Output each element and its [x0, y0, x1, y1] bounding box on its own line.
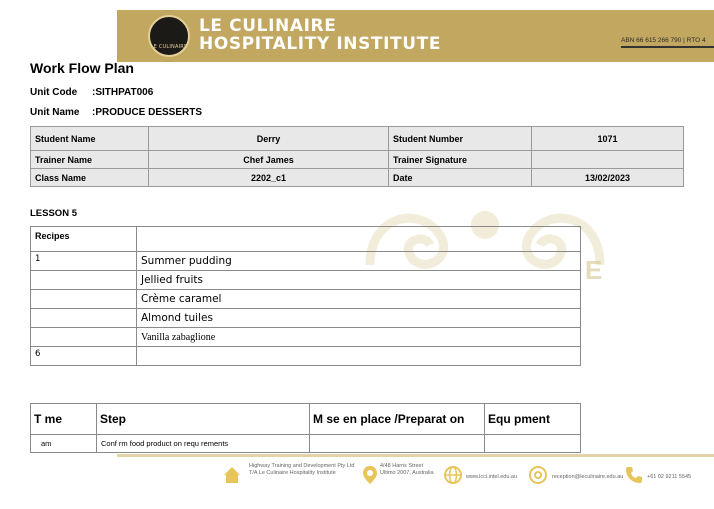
step-description: Conf rm food product on requ rements — [97, 435, 310, 453]
recipe-number — [31, 271, 137, 290]
recipe-name: Summer pudding — [137, 252, 581, 271]
recipe-name: Jellied fruits — [137, 271, 581, 290]
footer-divider — [117, 454, 714, 457]
info-row-2 — [31, 151, 684, 169]
info-row-1 — [31, 127, 684, 151]
unit-code-value: :SITHPAT006 — [92, 87, 154, 98]
recipe-row — [31, 328, 581, 347]
student-number-label: Student Number — [389, 127, 532, 151]
step-mise-en-place — [310, 435, 485, 453]
time-column-header: T me — [31, 404, 97, 435]
institute-name — [199, 17, 441, 53]
step-equipment — [485, 435, 581, 453]
student-info-table — [30, 126, 684, 187]
footer-website[interactable]: www.lcci.intel.edu.au — [466, 474, 518, 480]
email-at-icon — [528, 465, 548, 485]
recipe-number — [31, 309, 137, 328]
trainer-name-label: Trainer Name — [31, 151, 149, 169]
institute-name-line1: LE CULINAIRE — [199, 16, 337, 36]
student-name-label: Student Name — [31, 127, 149, 151]
recipe-name: Vanilla zabaglione — [137, 328, 581, 347]
institute-name-line2: HOSPITALITY INSTITUTE — [199, 34, 442, 54]
footer-email[interactable]: reception@leculinaire.edu.au — [552, 474, 624, 480]
unit-code-label: Unit Code — [30, 87, 78, 98]
step-row — [31, 435, 581, 453]
step-column-header: Step — [97, 404, 310, 435]
recipes-header-blank — [137, 227, 581, 252]
recipe-row — [31, 271, 581, 290]
student-number-value: 1071 — [532, 127, 684, 151]
steps-header-row — [31, 404, 581, 435]
recipe-number — [31, 328, 137, 347]
location-pin-icon — [360, 465, 380, 485]
unit-name-row — [30, 107, 202, 118]
class-name-label: Class Name — [31, 169, 149, 187]
footer-company-line1: Highway Training and Development Pty Ltd — [249, 463, 355, 469]
abn-text: ABN 66 615 266 790 | RTO 4 — [621, 37, 706, 44]
footer-address — [380, 463, 434, 477]
equipment-column-header: Equ pment — [485, 404, 581, 435]
step-time: am — [31, 435, 97, 453]
workflow-steps-table — [30, 403, 581, 453]
recipe-number: 1 — [31, 252, 137, 271]
trainer-signature-label: Trainer Signature — [389, 151, 532, 169]
unit-name-label: Unit Name — [30, 107, 80, 118]
trainer-name-value: Chef James — [149, 151, 389, 169]
recipe-name: Crème caramel — [137, 290, 581, 309]
recipes-header: Recipes — [31, 227, 137, 252]
institute-logo — [148, 15, 190, 57]
mise-en-place-column-header: M se en place /Preparat on — [310, 404, 485, 435]
globe-icon — [443, 465, 463, 485]
class-name-value: 2202_c1 — [149, 169, 389, 187]
unit-name-value: :PRODUCE DESSERTS — [92, 107, 203, 118]
page-title: Work Flow Plan — [30, 60, 134, 76]
recipes-table — [30, 226, 581, 366]
footer-street-line2: Ultimo 2007, Australia — [380, 470, 434, 476]
recipe-name — [137, 347, 581, 366]
unit-code-row — [30, 87, 153, 98]
logo-mini-text: LE CULINAIRE — [150, 44, 188, 50]
phone-icon — [624, 465, 644, 485]
recipe-number: 6 — [31, 347, 137, 366]
footer-street-line1: 4/48 Harris Street — [380, 463, 424, 469]
date-value: 13/02/2023 — [532, 169, 684, 187]
recipe-row — [31, 309, 581, 328]
student-name-value: Derry — [149, 127, 389, 151]
recipe-row — [31, 252, 581, 271]
recipe-name: Almond tuiles — [137, 309, 581, 328]
lesson-heading: LESSON 5 — [30, 208, 77, 219]
date-label: Date — [389, 169, 532, 187]
info-row-3 — [31, 169, 684, 187]
abn-underline — [621, 46, 714, 48]
recipe-number — [31, 290, 137, 309]
home-icon — [222, 465, 242, 485]
recipe-row — [31, 290, 581, 309]
recipe-row — [31, 347, 581, 366]
recipes-header-row — [31, 227, 581, 252]
footer-phone[interactable]: +61 02 9211 5545 — [647, 474, 692, 480]
footer-company — [249, 463, 354, 477]
footer-company-line2: T/A Le Culinaire Hospitality Institute — [249, 470, 336, 476]
trainer-signature-value[interactable] — [532, 151, 684, 169]
watermark-letter: E — [585, 255, 603, 285]
